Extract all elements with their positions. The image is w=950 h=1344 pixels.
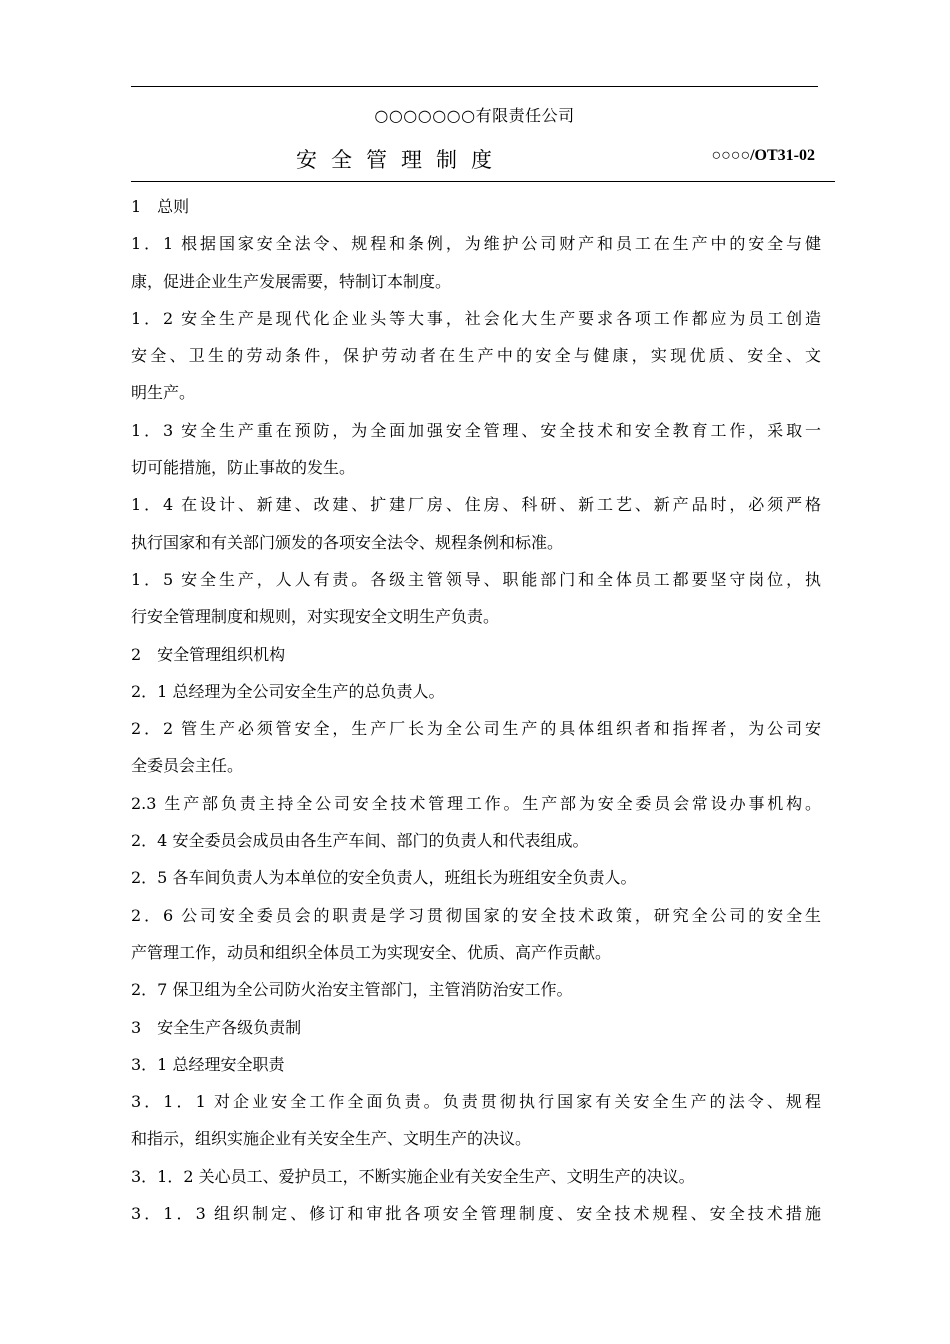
text-line: 3．1．2 关心员工、爱护员工，不断实施企业有关安全生产、文明生产的决议。 <box>131 1166 695 1186</box>
header-bottom-rule <box>131 181 835 182</box>
text-line: 2．7 保卫组为全公司防火治安主管部门，主管消防治安工作。 <box>131 980 573 1000</box>
text-line: 2.3 生产部负责主持全公司安全技术管理工作。生产部为安全委员会常设办事机构。 <box>131 793 821 813</box>
text-line: 1．3 安全生产重在预防，为全面加强安全管理、安全技术和安全教育工作，采取一 <box>131 420 821 440</box>
text-line: 2．2 管生产必须管安全，生产厂长为全公司生产的具体组织者和指挥者，为公司安 <box>131 719 821 739</box>
text-line: 3．1．3 组织制定、修订和审批各项安全管理制度、安全技术规程、安全技术措施 <box>131 1204 821 1224</box>
text-line: 2．5 各车间负责人为本单位的安全负责人，班组长为班组安全负责人。 <box>131 868 637 888</box>
text-line: 2．1 总经理为全公司安全生产的总负责人。 <box>131 681 445 701</box>
text-line: 2 安全管理组织机构 <box>131 644 286 664</box>
text-line: 2．6 公司安全委员会的职责是学习贯彻国家的安全技术政策，研究全公司的安全生 <box>131 905 821 925</box>
text-line: 2．4 安全委员会成员由各生产车间、部门的负责人和代表组成。 <box>131 831 589 851</box>
document-code: ○○○○/OT31-02 <box>711 147 815 164</box>
text-line: 和指示，组织实施企业有关安全生产、文明生产的决议。 <box>131 1129 532 1149</box>
text-line: 康，促进企业生产发展需要，特制订本制度。 <box>131 271 452 291</box>
header-top-rule <box>131 86 818 87</box>
text-line: 安全、卫生的劳动条件，保护劳动者在生产中的安全与健康，实现优质、安全、文 <box>131 346 821 366</box>
text-line: 1 总则 <box>131 197 190 216</box>
company-name: ○○○○○○○有限责任公司 <box>374 106 575 125</box>
text-line: 全委员会主任。 <box>131 756 244 776</box>
text-line: 1．4 在设计、新建、改建、扩建厂房、住房、科研、新工艺、新产品时，必须严格 <box>131 495 821 515</box>
text-line: 执行国家和有关部门颁发的各项安全法令、规程条例和标准。 <box>131 532 564 552</box>
text-line: 产管理工作，动员和组织全体员工为实现安全、优质、高产作贡献。 <box>131 942 612 962</box>
text-line: 明生产。 <box>131 383 196 403</box>
text-line: 3 安全生产各级负责制 <box>131 1017 302 1037</box>
document-body <box>131 188 821 1232</box>
text-line: 切可能措施，防止事故的发生。 <box>131 458 356 478</box>
text-line: 1．5 安全生产，人人有责。各级主管领导、职能部门和全体员工都要坚守岗位，执 <box>131 569 821 589</box>
text-line: 1．2 安全生产是现代化企业头等大事，社会化大生产要求各项工作都应为员工创造 <box>131 308 821 328</box>
text-line: 1．1 根据国家安全法令、规程和条例，为维护公司财产和员工在生产中的安全与健 <box>131 234 821 254</box>
text-line: 行安全管理制度和规则，对实现安全文明生产负责。 <box>131 607 500 627</box>
text-line: 3．1．1 对企业安全工作全面负责。负责贯彻执行国家有关安全生产的法令、规程 <box>131 1092 821 1112</box>
text-line: 3．1 总经理安全职责 <box>131 1054 285 1074</box>
title-row <box>131 144 835 178</box>
document-title: 安全管理制度 <box>296 148 506 172</box>
